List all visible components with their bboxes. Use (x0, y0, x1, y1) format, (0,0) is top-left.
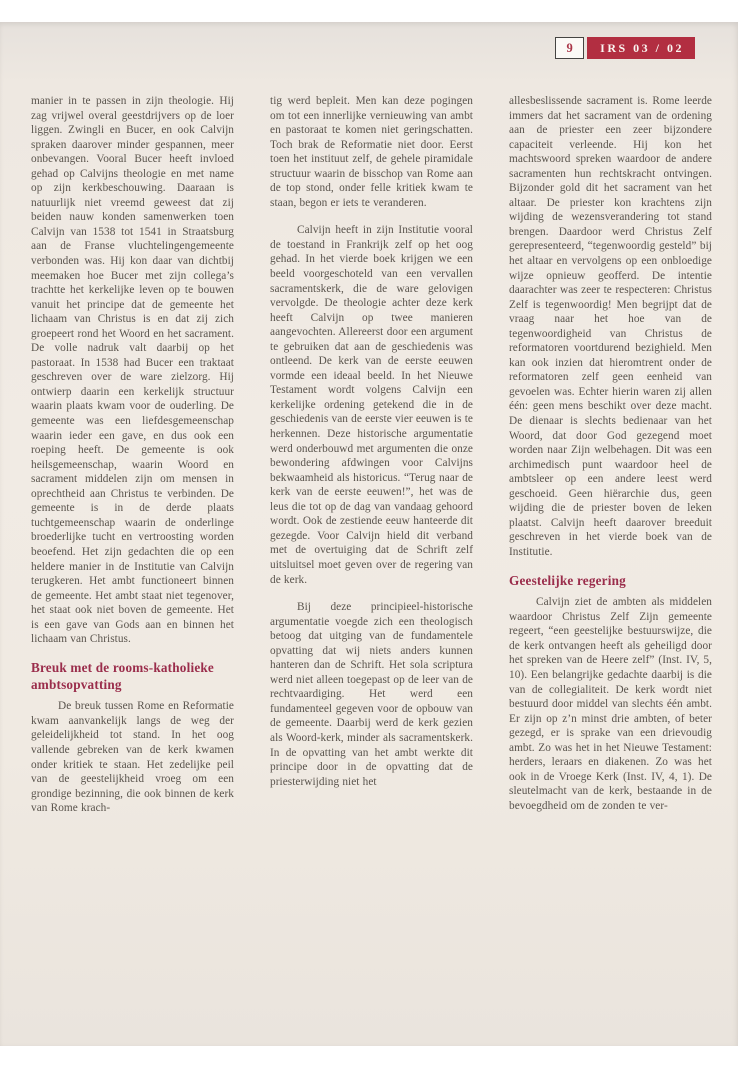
paragraph: Bij deze principieel-historische argumentatie voegde zich een theologisch betoog dat uitging van de fundamentele opvatting dat wij niets anders kunnen hanteren dan de Schrift. Het sola scriptura werd niet alleen toegepast op de leer van de rechtvaardiging. Het werd een fundamenteel gegeven voor de opbouw van de gemeente. Daarbij werd de kerk gezien als Woord-kerk, minder als sacramentskerk. In de opvatting van het ambt werkte dit principe door in de opvatting dat de priesterwijding niet het (270, 601, 473, 788)
text-column-3 (509, 94, 712, 829)
section-heading-breuk-rooms-katholieke: Breuk met de rooms-katholieke ambtsopvatting (31, 659, 214, 692)
text-columns (31, 94, 714, 829)
paragraph: tig werd bepleit. Men kan deze pogingen om tot een innerlijke vernieuwing van ambt en pastoraat te komen niet geringschatten. Toch brak de Reformatie niet door. Eerst toen het instituut zelf, de gehele piramidale structuur waarin de bisschop van Rome aan de top stond, onder felle kritiek kwam te staan, begon er iets te veranderen. (270, 95, 473, 209)
page-number: 9 (555, 37, 584, 59)
text-column-1 (31, 94, 234, 829)
paragraph: De breuk tussen Rome en Reformatie kwam aanvankelijk langs de weg der geleidelijkheid tot stand. In het oog vallende gebreken van de kerk kwamen onder kritiek te staan. Het zedelijke peil van de geestelijkheid vroeg om een grondige bezinning, die ook binnen de kerk van Rome krach- (31, 700, 234, 815)
paragraph: Calvijn heeft in zijn Institutie vooral de toestand in Frankrijk zelf op het oog gehad. In het vierde boek krijgen we een beeld voorgeschoteld van een vervallen sacramentskerk, die de ware gelovigen vervolgde. De theologie achter deze kerk heeft Calvijn op twee manieren aangevochten. Allereerst door een argument te gebruiken dat aan de geschiedenis was ontleend. De kerk van de eerste eeuwen vormde een ideaal beeld. In het Nieuwe Testament wordt volgens Calvijn een kerkelijke ordening getekend die in de geschiedenis van de eerste vier eeuwen is te herkennen. Deze historische argumentatie werd onderbouwd met argumenten die onze bewondering afdwingen voor Calvijns bekwaamheid als historicus. “Terug naar de kerk van de eerste eeuwen!”, het was de leus die tot op de dag van vandaag gehoord wordt. Ook de zestiende eeuw hanteerde dit gezegde. Voor Calvijn hield dit verband met de overtuiging dat de Schrift zelf uitsluitsel moet geven over de regering van de kerk. (270, 224, 473, 586)
issue-badge (555, 37, 695, 59)
issue-label: IRS 03 / 02 (587, 37, 695, 59)
journal-page (0, 22, 738, 1046)
section-heading-geestelijke-regering: Geestelijke regering (509, 572, 626, 588)
paragraph: manier in te passen in zijn theologie. Hij zag vrijwel overal geestdrijvers op de loer liggen. Zwingli en Bucer, en ook Calvijn spraken daarover minder gespannen, meer onbevangen. Vooral Bucer heeft invloed gehad op Calvijns theologie en met name op zijn kerkbeschouwing. Daaraan is natuurlijk niet vreemd geweest dat zij beiden nauw konden samenwerken toen Calvijn van 1538 tot 1541 in Straatsburg aan de Franse vluchtelingengemeente verbonden was. Hij kon daar van dichtbij meemaken hoe Bucer met zijn collega’s trachtte het kerkelijke leven op te bouwen vanuit het principe dat de gemeente het lichaam van Christus is en dat zij zich groepeert rond het Woord en het sacrament. De volle nadruk valt daarbij op het pastoraat. In 1538 had Bucer een traktaat geschreven over de ware zielzorg. Hij ontwierp daarin een kerkelijk structuur waarin plaats kwam voor de ouderling. De gemeente was een liefdesgemeenschap waarin ieder een gave, en dus ook een roeping heeft. De gemeente is ook heilsgemeenschap, waarin Woord en sacrament middelen zijn om mensen in oprechtheid aan Christus te verbinden. De gemeente is in de derde plaats tuchtgemeenschap waarin de onderlinge broederlijke tucht en vertroosting worden beoefend. Het zijn gedachten die op een heldere manier in de Institutie van Calvijn terugkeren. Het ambt functioneert binnen de gemeente. Het ambt staat niet tegenover, het staat ook niet boven de gemeente. Het is een gave van Gods aan en binnen het lichaam van Christus. (31, 95, 234, 646)
text-column-2 (270, 94, 473, 829)
paragraph: Calvijn ziet de ambten als middelen waardoor Christus Zelf Zijn gemeente regeert, “een geestelijke bestuurswijze, die de kerk ontvangen heeft als geheiligd door het spreken van de Heere zelf” (Inst. IV, 5, 10). Een belangrijke gedachte daarbij is die van de collegialiteit. De kerk wordt niet bestuurd door middel van slechts één ambt. Er zijn op z’n minst drie ambten, of beter gezegd, er is sprake van een drievoudig ambt. Zo was het in het Nieuwe Testament: herders, leraars en diakenen. Zo was het ook in de Vroege Kerk (Inst. IV, 4, 1). De sleutelmacht van de kerk, bestaande in de bevoegdheid om de zonden te ver- (509, 596, 712, 812)
paragraph: allesbeslissende sacrament is. Rome leerde immers dat het sacrament van de ordening aan de priester een zeer bijzondere capaciteit verleende. Hij kon het machtswoord spreken waardoor de andere sacramenten hun rechtskracht ontvingen. Bijzonder gold dit het sacrament van het altaar. De priester kon krachtens zijn wijding de wezensverandering tot stand brengen. Daardoor werd Christus Zelf gerepresenteerd, “tegenwoordig gesteld” bij het altaar en vervolgens op een onbloedige wijze opnieuw geofferd. De intentie daarachter was zeer te respecteren: Christus Zelf is tegenwoordig! Men begrijpt dat de vraag naar het hoe van de tegenwoordigheid van Christus de reformatoren voortdurend bezighield. Men kan ook inzien dat hieromtrent onder de reformatoren zelf geen eenheid van gevoelen was. Echter hierin waren zij allen één: geen mens beschikt over deze macht. De dienaar is slechts bedienaar van het Woord, dat door God gezegend moet worden naar Zijn welbehagen. Dit was een archimedisch punt waardoor heel de ambtsleer op een andere leest werd geschoeid. Geen hiërarchie dus, geen wijding die de priester boven de leken plaatst. Calvijn heeft daarover breeduit geschreven in het vierde boek van de Institutie. (509, 95, 712, 558)
